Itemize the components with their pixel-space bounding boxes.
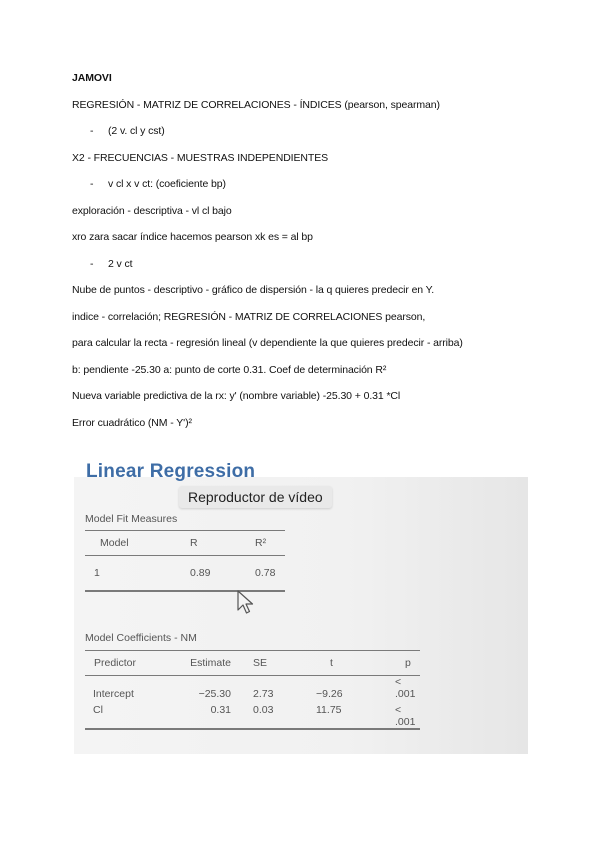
cell-se: 0.03 [253, 700, 308, 729]
col-header-model: Model [85, 531, 190, 556]
embedded-screenshot [74, 455, 528, 754]
cell-predictor: Intercept [93, 688, 134, 700]
col-header-p: p [385, 651, 420, 676]
bullet-text: v cl x v ct: (coeficiente bp) [108, 178, 226, 190]
col-header-r: R [190, 531, 255, 556]
cell-estimate: 0.31 [171, 700, 253, 729]
bullet-item [72, 258, 542, 271]
cell-p: < .001 [385, 700, 420, 729]
cell-estimate: −25.30 [198, 688, 231, 700]
document-title: JAMOVI [72, 72, 112, 84]
cell-t: −9.26 [316, 688, 343, 700]
cell-t: 11.75 [308, 700, 385, 729]
model-coefficients-title: Model Coefficients - NM [85, 632, 197, 644]
note-line: X2 - FRECUENCIAS - MUESTRAS INDEPENDIENTES [72, 151, 329, 164]
note-line: exploración - descriptiva - vl cl bajo [72, 204, 232, 217]
bullet-text: (2 v. cl y cst) [108, 125, 165, 137]
note-line: Nube de puntos - descriptivo - gráfico de dispersión - la q quieres predecir en Y. [72, 284, 435, 296]
col-header-t: t [308, 651, 385, 676]
regression-title: Linear Regression [86, 461, 256, 482]
bullet-dash: - [90, 125, 94, 137]
bullet-text: 2 v ct [108, 257, 133, 270]
col-header-r2: R² [255, 531, 285, 556]
note-line: indice - correlación; REGRESIÓN - MATRIZ DE CORRELACIONES pearson, [72, 310, 426, 323]
model-fit-title: Model Fit Measures [85, 513, 178, 525]
table-row [85, 700, 420, 729]
model-fit-table [85, 530, 285, 592]
note-line: para calcular la recta - regresión lineal (v dependiente la que quieres predecir - arriba) [72, 337, 463, 349]
note-line: REGRESIÓN - MATRIZ DE CORRELACIONES - ÍNDICES (pearson, spearman) [72, 98, 440, 111]
table-row [85, 676, 420, 701]
cell-se: 2.73 [253, 688, 274, 700]
cell-model: 1 [85, 556, 190, 592]
cell-r2: 0.78 [255, 556, 285, 592]
bullet-dash: - [90, 178, 94, 190]
note-line: Nueva variable predictiva de la rx: y' (nombre variable) -25.30 + 0.31 *Cl [72, 390, 401, 402]
col-header-se: SE [253, 651, 308, 676]
col-header-predictor: Predictor [85, 651, 171, 676]
cell-predictor: Cl [85, 700, 171, 729]
bullet-item [72, 178, 542, 191]
video-player-tooltip: Reproductor de vídeo [179, 486, 332, 508]
note-line: xro zara sacar índice hacemos pearson xk es = al bp [72, 231, 313, 243]
model-coefficients-table [85, 650, 420, 730]
col-header-estimate: Estimate [171, 651, 253, 676]
bullet-item [72, 125, 542, 138]
cell-p: < .001 [395, 676, 416, 700]
note-line: b: pendiente -25.30 a: punto de corte 0.31. Coef de determinación R² [72, 363, 387, 376]
mouse-cursor-icon [237, 590, 257, 616]
notes-document [72, 72, 542, 443]
table-row [85, 556, 285, 592]
note-line: Error cuadrático (NM - Y')² [72, 416, 192, 429]
cell-r: 0.89 [190, 556, 255, 592]
bullet-dash: - [90, 257, 94, 270]
